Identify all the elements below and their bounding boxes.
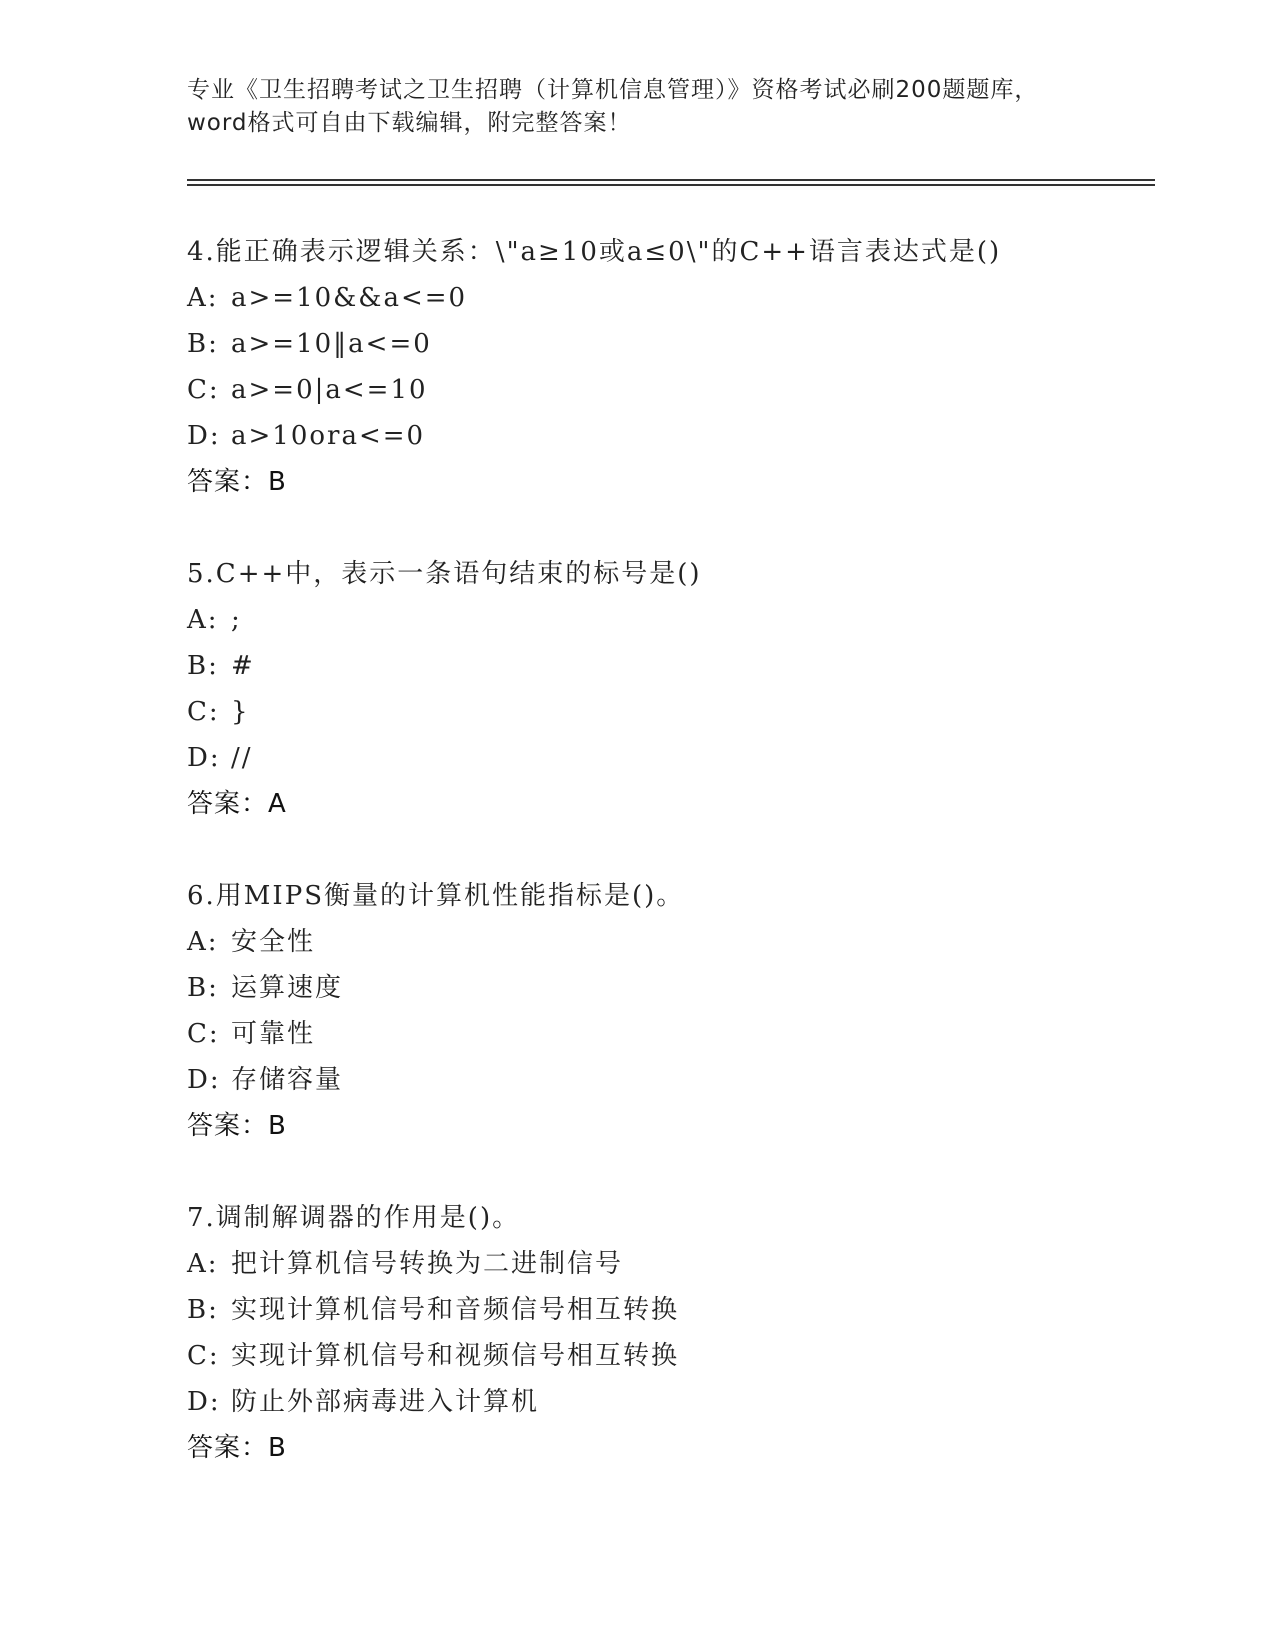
option-text: 实现计算机信号和音频信号相互转换 — [231, 1295, 680, 1325]
option-text: a>=10‖a<=0 — [231, 329, 432, 359]
answer-line: 答案：B — [187, 1111, 287, 1141]
document-header — [187, 74, 1087, 140]
option-letter: D: — [187, 421, 221, 451]
answer-line: 答案：A — [187, 789, 287, 819]
question-7 — [187, 1195, 1087, 1471]
header-divider-bottom — [187, 184, 1155, 186]
option-a — [187, 597, 1087, 643]
option-a — [187, 1241, 1087, 1287]
question-4 — [187, 229, 1087, 505]
option-text: 防止外部病毒进入计算机 — [231, 1387, 540, 1417]
option-letter: C: — [187, 375, 220, 405]
option-text: 存储容量 — [231, 1065, 344, 1095]
option-b — [187, 643, 1087, 689]
option-text: 实现计算机信号和视频信号相互转换 — [231, 1341, 680, 1371]
option-a — [187, 275, 1087, 321]
option-d — [187, 413, 1087, 459]
option-b — [187, 321, 1087, 367]
option-d — [187, 1379, 1087, 1425]
question-stem: 4.能正确表示逻辑关系：\"a≥10或a≤0\"的C++语言表达式是() — [187, 237, 1002, 267]
option-c — [187, 689, 1087, 735]
option-b — [187, 965, 1087, 1011]
option-letter: D: — [187, 743, 221, 773]
option-text: a>=10&&a<=0 — [231, 283, 468, 313]
header-subtitle-line: word格式可自由下载编辑，附完整答案！ — [187, 110, 632, 136]
option-text: ; — [231, 605, 242, 635]
header-title-line: 专业《卫生招聘考试之卫生招聘（计算机信息管理）》资格考试必刷200题题库， — [187, 77, 1039, 103]
option-letter: D: — [187, 1065, 221, 1095]
option-letter: B: — [187, 329, 219, 359]
option-text: a>10ora<=0 — [231, 421, 426, 451]
option-text: 安全性 — [231, 927, 316, 957]
option-letter: C: — [187, 1019, 220, 1049]
option-letter: B: — [187, 1295, 219, 1325]
option-text: 运算速度 — [231, 973, 344, 1003]
option-c — [187, 1333, 1087, 1379]
question-stem: 5.C++中，表示一条语句结束的标号是() — [187, 559, 702, 589]
option-letter: A: — [187, 605, 219, 635]
question-5 — [187, 551, 1087, 827]
option-d — [187, 735, 1087, 781]
header-divider-top — [187, 179, 1155, 181]
option-letter: C: — [187, 697, 220, 727]
option-c — [187, 367, 1087, 413]
question-stem: 7.调制解调器的作用是()。 — [187, 1203, 521, 1233]
question-stem: 6.用MIPS衡量的计算机性能指标是()。 — [187, 881, 685, 911]
option-letter: D: — [187, 1387, 221, 1417]
option-text: # — [231, 651, 255, 681]
option-text: } — [231, 697, 250, 727]
option-text: // — [231, 743, 253, 773]
option-letter: A: — [187, 283, 219, 313]
option-letter: C: — [187, 1341, 220, 1371]
option-letter: A: — [187, 1249, 219, 1279]
option-text: a>=0|a<=10 — [231, 375, 428, 405]
option-text: 把计算机信号转换为二进制信号 — [231, 1249, 624, 1279]
question-6 — [187, 873, 1087, 1149]
option-text: 可靠性 — [231, 1019, 316, 1049]
option-letter: B: — [187, 651, 219, 681]
answer-line: 答案：B — [187, 1433, 287, 1463]
option-letter: A: — [187, 927, 219, 957]
option-a — [187, 919, 1087, 965]
option-b — [187, 1287, 1087, 1333]
option-d — [187, 1057, 1087, 1103]
option-letter: B: — [187, 973, 219, 1003]
answer-line: 答案：B — [187, 467, 287, 497]
option-c — [187, 1011, 1087, 1057]
